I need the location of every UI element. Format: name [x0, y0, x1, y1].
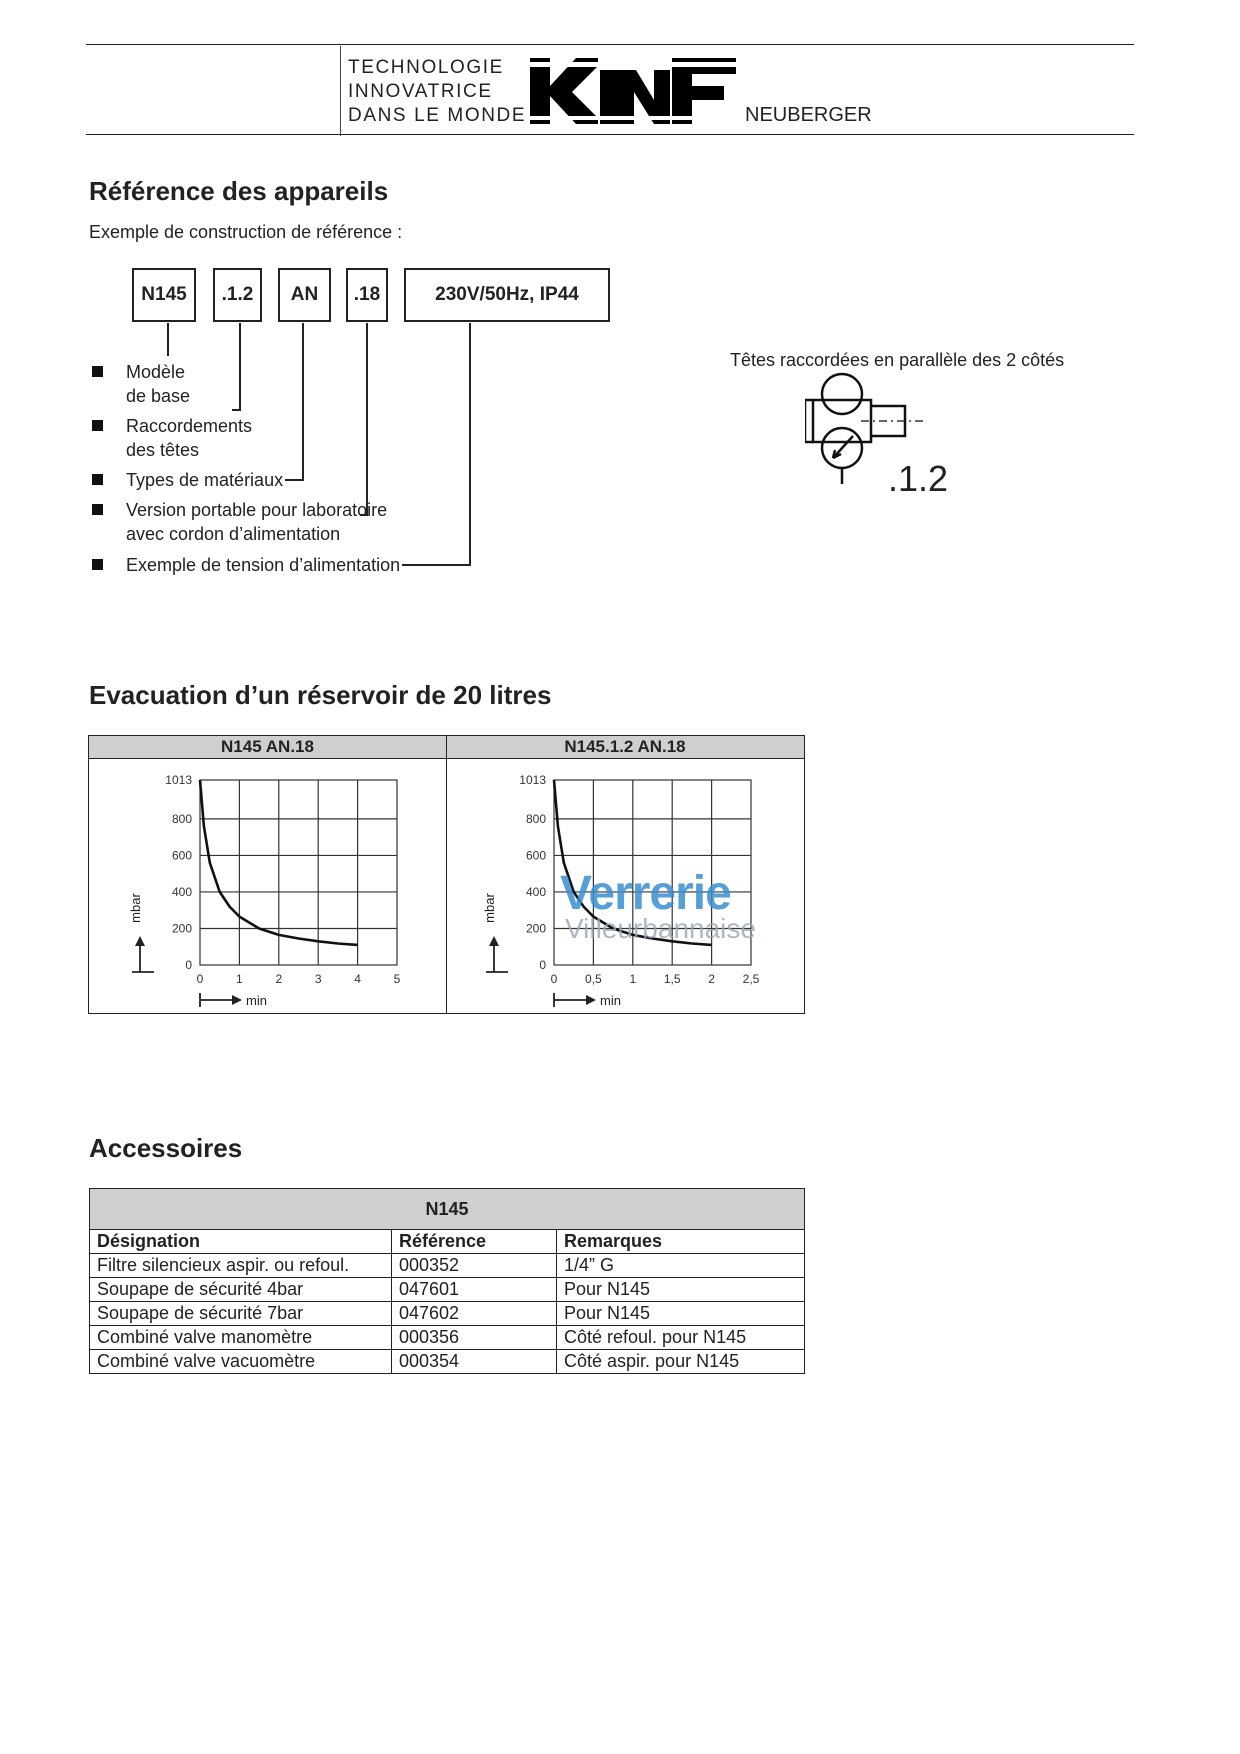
table-cell: Combiné valve vacuomètre — [90, 1350, 392, 1374]
table-cell: Pour N145 — [557, 1302, 805, 1326]
x-axis-arrowhead — [586, 995, 596, 1005]
x-tick-label: 2 — [275, 972, 283, 986]
watermark-subtext: Villeurbannaise — [565, 913, 756, 944]
reference-subtitle: Exemple de construction de référence : — [89, 222, 403, 242]
slogan-line: TECHNOLOGIE — [348, 57, 504, 78]
x-tick-label: 0 — [196, 972, 204, 986]
table-cell: 047602 — [392, 1302, 557, 1326]
x-tick-label: 0 — [550, 972, 558, 986]
item-line: des têtes — [126, 440, 200, 460]
x-tick-label: 5 — [393, 972, 401, 986]
x-tick-label: 4 — [354, 972, 361, 986]
table-cell: 000352 — [392, 1254, 557, 1278]
item-materials — [126, 468, 283, 492]
chart-divider — [446, 736, 447, 1013]
table-caption: N145 — [90, 1189, 805, 1230]
y-tick-label: 400 — [171, 884, 192, 899]
accessories-table — [89, 1188, 805, 1374]
x-tick-label: 1,5 — [663, 972, 681, 986]
x-axis-label: min — [600, 993, 621, 1008]
y-tick-label: 200 — [171, 921, 192, 936]
y-tick-label: 200 — [525, 921, 546, 936]
column-header: Remarques — [557, 1230, 805, 1254]
item-line: Version portable pour laboratoire — [126, 500, 388, 520]
x-axis-label: min — [246, 993, 267, 1008]
item-line: Raccordements — [126, 416, 253, 436]
heads-code: .1.2 — [888, 458, 949, 499]
table-cell: 047601 — [392, 1278, 557, 1302]
code-portable: .18 — [346, 268, 388, 322]
table-row — [90, 1278, 805, 1302]
code-materials: AN — [278, 268, 331, 322]
item-line: avec cordon d’alimentation — [126, 524, 341, 544]
column-header: Désignation — [90, 1230, 392, 1254]
brand-name: NEUBERGER — [745, 104, 872, 126]
table-cell: 000356 — [392, 1326, 557, 1350]
watermark-text: Verrerie — [560, 867, 731, 920]
code-base-model: N145 — [132, 268, 196, 322]
table-cell: Pour N145 — [557, 1278, 805, 1302]
chart-n145 — [89, 760, 445, 1012]
x-tick-label: 2,5 — [742, 972, 760, 986]
reference-title: Référence des appareils — [89, 176, 389, 206]
bullet — [92, 559, 103, 570]
chart-title-1: N145 AN.18 — [89, 736, 446, 759]
y-tick-label: 800 — [525, 811, 546, 826]
slogan-line: INNOVATRICE — [348, 81, 493, 102]
bullet — [92, 420, 103, 431]
code-voltage: 230V/50Hz, IP44 — [404, 268, 610, 322]
y-tick-label: 600 — [525, 848, 546, 863]
bullet — [92, 474, 103, 485]
table-cell: Soupape de sécurité 4bar — [90, 1278, 392, 1302]
accessories-title: Accessoires — [89, 1133, 243, 1163]
y-tick-label: 1013 — [519, 773, 546, 787]
item-base-model — [126, 360, 190, 408]
x-tick-label: 1 — [629, 972, 637, 986]
table-cell: Filtre silencieux aspir. ou refoul. — [90, 1254, 392, 1278]
table-cell: Soupape de sécurité 7bar — [90, 1302, 392, 1326]
table-row — [90, 1302, 805, 1326]
table-row — [90, 1326, 805, 1350]
table-row — [90, 1254, 805, 1278]
y-axis-label: mbar — [482, 893, 497, 923]
code-head-connections: .1.2 — [213, 268, 262, 322]
x-tick-label: 0,5 — [585, 972, 602, 986]
y-tick-label: 600 — [171, 848, 192, 863]
bullet — [92, 366, 103, 377]
item-line: de base — [126, 386, 191, 406]
table-cell: 000354 — [392, 1350, 557, 1374]
y-tick-label: 800 — [171, 811, 192, 826]
y-axis-arrowhead — [135, 936, 145, 946]
column-header: Référence — [392, 1230, 557, 1254]
item-line: Modèle — [126, 362, 186, 382]
item-portable — [126, 498, 387, 546]
table-row — [90, 1350, 805, 1374]
y-tick-label: 0 — [185, 958, 192, 972]
y-tick-label: 400 — [525, 884, 546, 899]
x-tick-label: 3 — [314, 972, 322, 986]
slogan-line: DANS LE MONDE — [348, 105, 527, 126]
chart-title-2: N145.1.2 AN.18 — [446, 736, 804, 759]
y-tick-label: 0 — [539, 958, 546, 972]
x-tick-label: 2 — [708, 972, 715, 986]
item-head-connections — [126, 414, 252, 462]
table-cell: 1/4” G — [557, 1254, 805, 1278]
y-axis-label: mbar — [128, 893, 143, 923]
x-tick-label: 1 — [236, 972, 243, 986]
y-tick-label: 1013 — [165, 773, 192, 787]
table-cell: Côté refoul. pour N145 — [557, 1326, 805, 1350]
item-line: Types de matériaux — [126, 470, 284, 490]
evacuation-title: Evacuation d’un réservoir de 20 litres — [89, 680, 552, 710]
bullet — [92, 504, 103, 515]
heads-caption: Têtes raccordées en parallèle des 2 côtés — [730, 350, 1065, 370]
table-cell: Combiné valve manomètre — [90, 1326, 392, 1350]
item-voltage — [126, 553, 400, 577]
y-axis-arrowhead — [489, 936, 499, 946]
x-axis-arrowhead — [232, 995, 242, 1005]
table-cell: Côté aspir. pour N145 — [557, 1350, 805, 1374]
item-line: Exemple de tension d’alimentation — [126, 555, 401, 575]
